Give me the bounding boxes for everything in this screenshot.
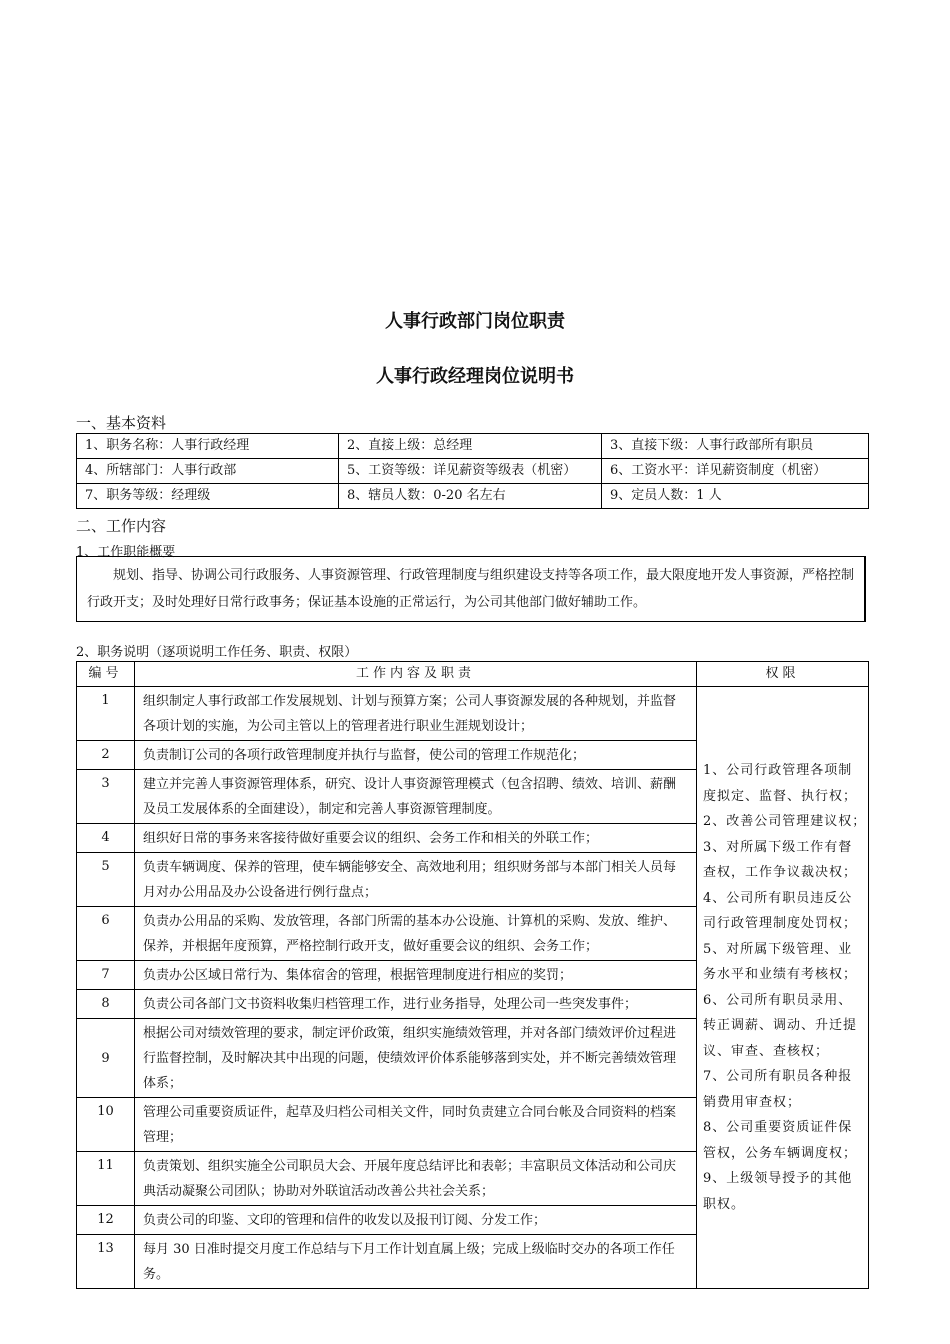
basic-info-cell: 6、工资水平：详见薪资制度（机密）: [602, 459, 869, 484]
authority-line: 司行政管理制度处罚权；: [703, 916, 858, 931]
authority-line: 5、对所属下级管理、业: [703, 941, 853, 957]
basic-info-cell: 8、辖员人数：0-20 名左右: [339, 484, 602, 509]
basic-info-row: [77, 484, 869, 509]
authority-line: 9、上级领导授予的其他: [703, 1171, 853, 1186]
authority-line: 职权。: [703, 1196, 746, 1212]
duty-number: 12: [77, 1206, 135, 1235]
summary-box: [76, 556, 866, 622]
authority-line: 议、审查、查核权；: [703, 1043, 830, 1059]
duty-number: 13: [77, 1235, 135, 1289]
basic-info-cell: 5、工资等级：详见薪资等级表（机密）: [339, 459, 602, 484]
header-content: 工作内容及职责: [135, 662, 697, 687]
authority-line: 转正调薪、调动、升迁提: [703, 1018, 858, 1033]
header-num: 编号: [77, 662, 135, 687]
duty-text: 负责办公区域日常行为、集体宿舍的管理，根据管理制度进行相应的奖罚；: [135, 961, 697, 990]
duty-row: [77, 687, 869, 741]
basic-info-row: [77, 459, 869, 484]
basic-info-row: [77, 434, 869, 459]
basic-info-cell: 2、直接上级：总经理: [339, 434, 602, 459]
document-subtitle: 人事行政经理岗位说明书: [376, 366, 574, 387]
duty-text: 建立并完善人事资源管理体系，研究、设计人事资源管理模式（包含招聘、绩效、培训、薪酬及员工发展体系的全面建设），制定和完善人事资源管理制度。: [135, 770, 697, 824]
authority-line: 7、公司所有职员各种报: [703, 1069, 853, 1084]
duty-text: 负责公司各部门文书资料收集归档管理工作，进行业务指导，处理公司一些突发事件；: [135, 990, 697, 1019]
duty-number: 7: [77, 961, 135, 990]
duty-text: 负责策划、组织实施全公司职员大会、开展年度总结评比和表彰；丰富职员文体活动和公司庆典活动凝聚公司团队；协助对外联谊活动改善公共社会关系；: [135, 1152, 697, 1206]
duty-text: 组织好日常的事务来客接待做好重要会议的组织、会务工作和相关的外联工作；: [135, 824, 697, 853]
duty-text: 管理公司重要资质证件，起草及归档公司相关文件，同时负责建立合同台帐及合同资料的档案管理；: [135, 1098, 697, 1152]
authority-line: 4、公司所有职员违反公: [703, 890, 853, 906]
duty-number: 4: [77, 824, 135, 853]
basic-info-cell: 1、职务名称：人事行政经理: [77, 434, 339, 459]
header-authority: 权限: [697, 662, 869, 687]
duty-text: 每月 30 日准时提交月度工作总结与下月工作计划直属上级；完成上级临时交办的各项工作任务。: [135, 1235, 697, 1289]
duties-heading: 2、职务说明（逐项说明工作任务、职责、权限）: [76, 645, 358, 660]
authority-line: 3、对所属下级工作有督: [703, 839, 853, 855]
authority-line: 1、公司行政管理各项制: [703, 763, 853, 778]
duties-table: [76, 661, 869, 1289]
basic-info-cell: 9、定员人数：1 人: [602, 484, 869, 509]
duty-text: 根据公司对绩效管理的要求，制定评价政策，组织实施绩效管理，并对各部门绩效评价过程进行监督控制，及时解决其中出现的问题，使绩效评价体系能够落到实处，并不断完善绩效管理体系；: [135, 1019, 697, 1098]
duty-text: 负责公司的印鉴、文印的管理和信件的收发以及报刊订阅、分发工作；: [135, 1206, 697, 1235]
basic-info-cell: 3、直接下级：人事行政部所有职员: [602, 434, 869, 459]
duty-text: 负责制订公司的各项行政管理制度并执行与监督，使公司的管理工作规范化；: [135, 741, 697, 770]
duty-number: 1: [77, 687, 135, 741]
authority-line: 管权，公务车辆调度权；: [703, 1145, 858, 1161]
duty-number: 10: [77, 1098, 135, 1152]
summary-heading: 1、工作职能概要: [76, 545, 176, 560]
section-work-heading: 二、工作内容: [76, 517, 167, 535]
duty-number: 11: [77, 1152, 135, 1206]
authority-line: 务水平和业绩有考核权；: [703, 967, 858, 982]
basic-info-table: [76, 433, 869, 509]
section-basic-heading: 一、基本资料: [76, 414, 167, 432]
duty-number: 3: [77, 770, 135, 824]
duty-number: 6: [77, 907, 135, 961]
duty-number: 5: [77, 853, 135, 907]
document-title: 人事行政部门岗位职责: [385, 311, 565, 332]
duties-header-row: [77, 662, 869, 687]
authority-line: 8、公司重要资质证件保: [703, 1120, 853, 1135]
duty-number: 8: [77, 990, 135, 1019]
duty-number: 2: [77, 741, 135, 770]
authority-line: 查权，工作争议裁决权；: [703, 865, 858, 880]
duty-number: 9: [77, 1019, 135, 1098]
authority-line: 6、公司所有职员录用、: [703, 992, 853, 1008]
basic-info-cell: 4、所辖部门：人事行政部: [77, 459, 339, 484]
duty-text: 负责办公用品的采购、发放管理，各部门所需的基本办公设施、计算机的采购、发放、维护、保养，并根据年度预算，严格控制行政开支，做好重要会议的组织、会务工作；: [135, 907, 697, 961]
authority-line: 销费用审查权；: [703, 1094, 802, 1110]
authority-line: 2、改善公司管理建议权；: [703, 814, 867, 829]
authority-cell: [697, 687, 869, 1289]
summary-text: 规划、指导、协调公司行政服务、人事资源管理、行政管理制度与组织建设支持等各项工作，最大限度地开发人事资源，严格控制行政开支；及时处理好日常行政事务；保证基本设施的正常运行，为公司其他部门做好辅助工作。: [87, 568, 855, 610]
basic-info-cell: 7、职务等级：经理级: [77, 484, 339, 509]
authority-line: 度拟定、监督、执行权；: [703, 788, 858, 804]
duty-text: 组织制定人事行政部工作发展规划、计划与预算方案；公司人事资源发展的各种规划，并监督各项计划的实施，为公司主管以上的管理者进行职业生涯规划设计；: [135, 687, 697, 741]
duty-text: 负责车辆调度、保养的管理，使车辆能够安全、高效地利用；组织财务部与本部门相关人员每月对办公用品及办公设备进行例行盘点；: [135, 853, 697, 907]
